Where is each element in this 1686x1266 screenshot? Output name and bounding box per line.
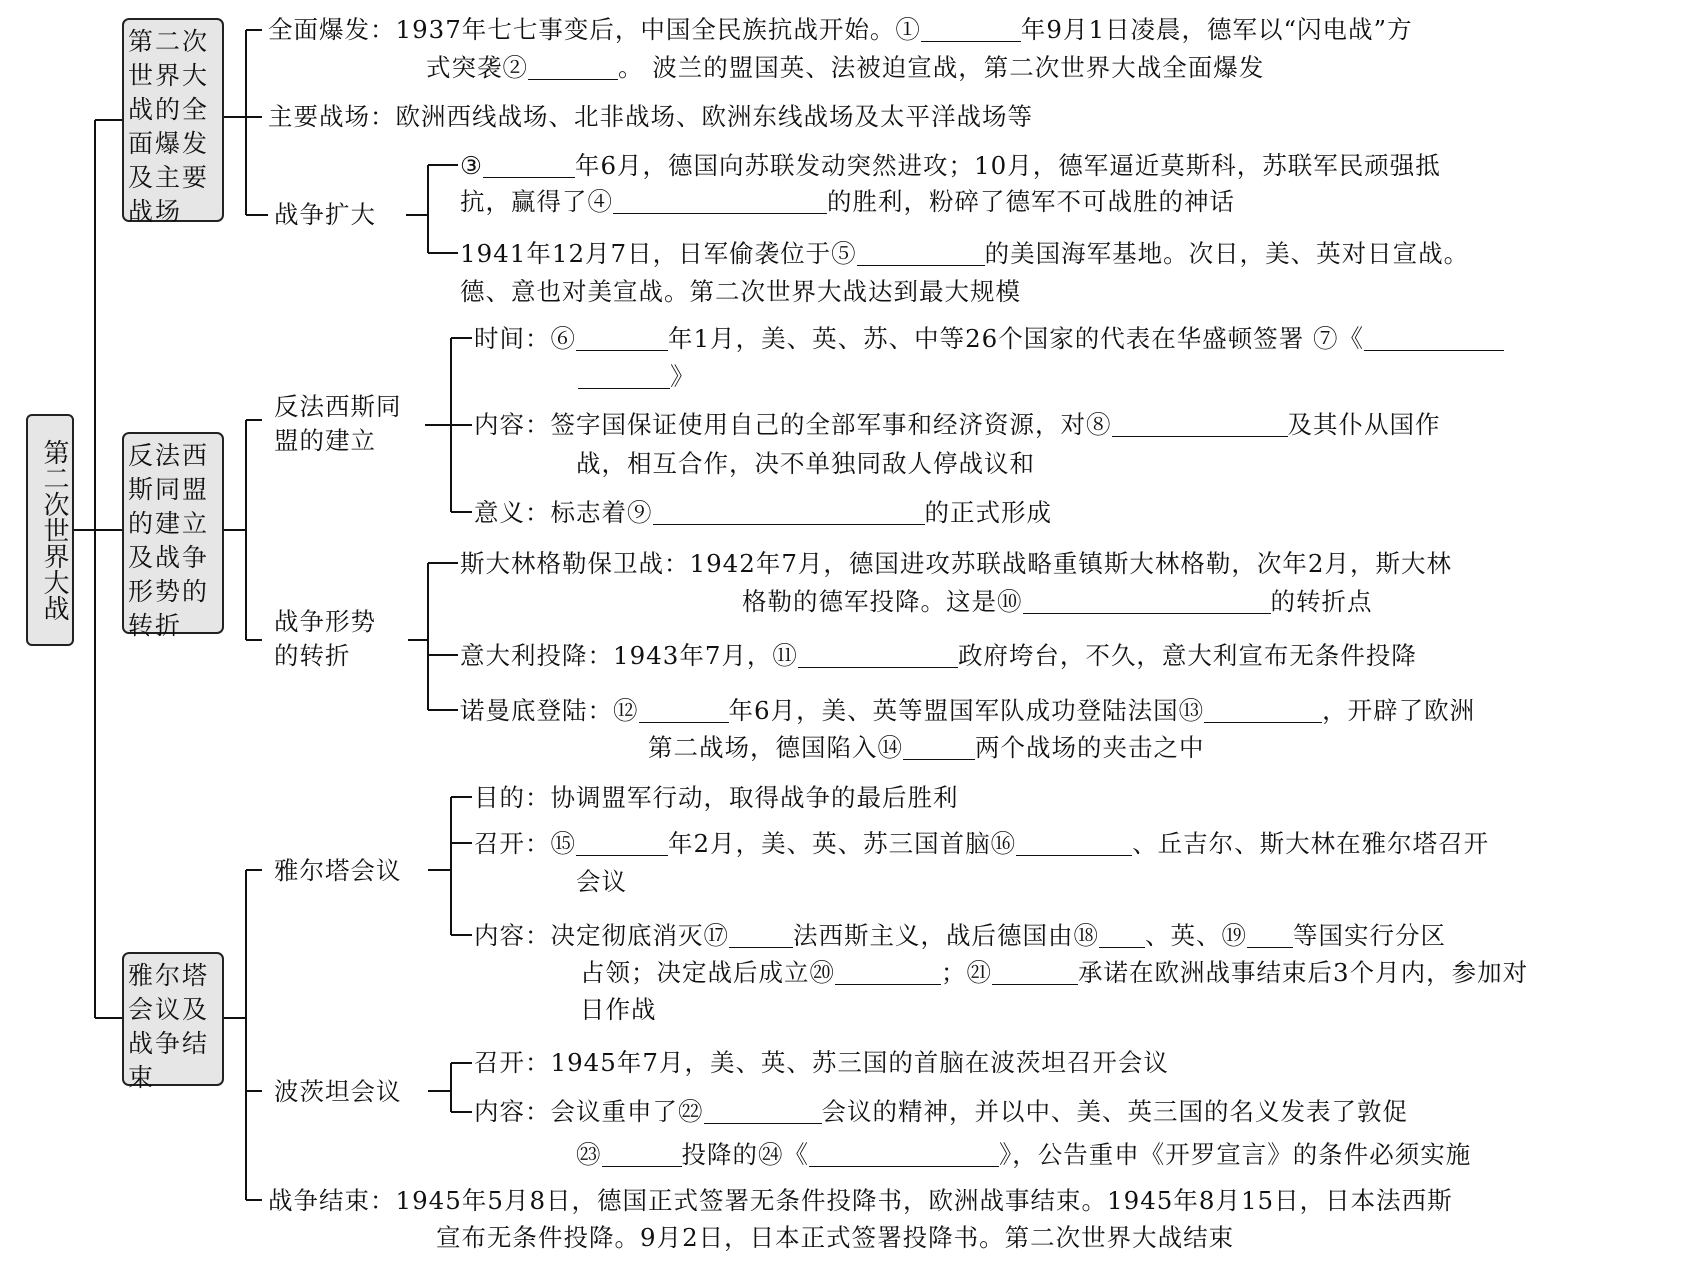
normandy-text: 第二战场，德国陷入⑭ xyxy=(648,733,903,762)
alliance-content-text: 战，相互合作，决不单独同敌人停战议和 xyxy=(576,449,1035,478)
expansion-text: 的胜利，粉碎了德军不可战胜的神话 xyxy=(827,187,1235,216)
yalta-content-text: 内容：决定彻底消灭⑰ xyxy=(474,921,729,950)
blank-6 xyxy=(576,323,668,351)
potsdam-label xyxy=(274,1076,402,1108)
potsdam-content-text: 会议的精神，并以中、美、英三国的名义发表了敦促 xyxy=(821,1097,1408,1126)
outbreak-line-2 xyxy=(426,52,1264,84)
blank-8 xyxy=(1112,409,1288,437)
alliance-label-text: 反法西斯同 xyxy=(274,392,402,421)
potsdam-convene-text: 召开：1945年7月，美、英、苏三国的首脑在波茨坦召开会议 xyxy=(474,1048,1169,1077)
expansion-text: ③ xyxy=(460,151,483,180)
yalta-label xyxy=(274,855,402,887)
yalta-convene-text: 召开：⑮ xyxy=(474,829,576,858)
potsdam-content-text: ㉓ xyxy=(576,1140,602,1169)
alliance-time-line-2 xyxy=(578,361,696,393)
alliance-content-text: 及其仆从国作 xyxy=(1287,410,1441,439)
blank-18 xyxy=(1099,920,1145,948)
section-node-yalta xyxy=(122,952,224,1092)
blank-5 xyxy=(857,238,985,266)
root-node xyxy=(26,414,74,646)
outbreak-text: 。 波兰的盟国英、法被迫宣战，第二次世界大战全面爆发 xyxy=(618,53,1265,82)
section-title: 反法西斯同盟的建立及战争形势的转折 xyxy=(128,441,210,640)
alliance-time-line-1 xyxy=(474,323,1504,355)
normandy-text: 诺曼底登陆：⑫ xyxy=(460,696,639,725)
yalta-content-line-1 xyxy=(474,920,1446,952)
alliance-content-text: 内容：签字国保证使用自己的全部军事和经济资源，对⑧ xyxy=(474,410,1112,439)
yalta-content-text: 日作战 xyxy=(580,995,657,1024)
pearl-text: 德、意也对美宣战。第二次世界大战达到最大规模 xyxy=(460,277,1021,306)
alliance-label-text: 盟的建立 xyxy=(274,426,376,455)
yalta-content-text: 法西斯主义，战后德国由⑱ xyxy=(793,921,1099,950)
yalta-purpose xyxy=(474,782,959,814)
yalta-content-text: ；㉑ xyxy=(941,958,992,987)
potsdam-content-text: 》，公告重申《开罗宣言》的条件必须实施 xyxy=(999,1140,1472,1169)
root-title: 第二次世界大战 xyxy=(39,439,69,621)
yalta-content-text: 承诺在欧洲战事结束后3个月内，参加对 xyxy=(1078,958,1529,987)
yalta-content-text: 、英、⑲ xyxy=(1145,921,1247,950)
main-fields xyxy=(268,101,1033,133)
blank-10 xyxy=(1023,586,1271,614)
normandy-line-2 xyxy=(648,732,1205,764)
outbreak-text: 年9月1日凌晨，德军以“闪电战”方 xyxy=(1020,15,1413,44)
normandy-text: 年6月，美、英等盟国军队成功登陆法国⑬ xyxy=(728,696,1205,725)
war-end-line-2 xyxy=(436,1222,1234,1254)
stalingrad-text: 格勒的德军投降。这是⑩ xyxy=(742,587,1023,616)
turning-label-text: 战争形势 xyxy=(274,607,376,636)
blank-17 xyxy=(729,920,793,948)
blank-21 xyxy=(992,957,1078,985)
blank-9 xyxy=(653,497,925,525)
section-title: 第二次世界大战的全面爆发及主要战场 xyxy=(128,27,210,226)
normandy-line-1 xyxy=(460,695,1475,727)
blank-12 xyxy=(639,695,729,723)
italy-surrender xyxy=(460,640,1417,672)
blank-7-cont xyxy=(578,361,670,389)
turning-label xyxy=(274,605,376,673)
yalta-purpose-text: 目的：协调盟军行动，取得战争的最后胜利 xyxy=(474,783,959,812)
potsdam-convene xyxy=(474,1047,1169,1079)
potsdam-content-text: 内容：会议重申了㉒ xyxy=(474,1097,704,1126)
expansion-1941-line-1 xyxy=(460,150,1441,182)
potsdam-content-line-1 xyxy=(474,1096,1408,1128)
section-title: 雅尔塔会议及战争结束 xyxy=(128,961,210,1092)
pearl-text: 1941年12月7日，日军偷袭位于⑤ xyxy=(460,239,857,268)
war-end-text: 宣布无条件投降。9月2日，日本正式签署投降书。第二次世界大战结束 xyxy=(436,1223,1235,1252)
blank-24 xyxy=(809,1139,999,1167)
blank-22 xyxy=(704,1096,822,1124)
yalta-convene-text: 会议 xyxy=(576,867,627,896)
outbreak-text: 全面爆发：1937年七七事变后，中国全民族抗战开始。① xyxy=(268,15,921,44)
normandy-text: ，开辟了欧洲 xyxy=(1322,696,1476,725)
blank-7 xyxy=(1364,323,1504,351)
yalta-content-line-2 xyxy=(580,957,1528,989)
yalta-content-text: 等国实行分区 xyxy=(1293,921,1446,950)
turning-label-text: 的转折 xyxy=(274,641,351,670)
blank-4 xyxy=(613,186,827,214)
yalta-label-text: 雅尔塔会议 xyxy=(274,856,402,885)
potsdam-content-line-2 xyxy=(576,1139,1471,1171)
alliance-time-text: 》 xyxy=(670,362,696,391)
stalingrad-text: 的转折点 xyxy=(1270,587,1373,616)
normandy-text: 两个战场的夹击之中 xyxy=(975,733,1205,762)
yalta-content-line-3 xyxy=(580,994,657,1026)
outbreak-line-1 xyxy=(268,14,1413,46)
expansion-text: 抗，赢得了④ xyxy=(460,187,613,216)
blank-2 xyxy=(528,52,618,80)
yalta-convene-text: 年2月，美、英、苏三国首脑⑯ xyxy=(668,829,1017,858)
expansion-text: 年6月，德国向苏联发动突然进攻；10月，德军逼近莫斯科，苏联军民顽强抵 xyxy=(574,151,1441,180)
yalta-content-text: 占领；决定战后成立⑳ xyxy=(580,958,835,987)
pearl-text: 的美国海军基地。次日，美、英对日宣战。 xyxy=(984,239,1470,268)
yalta-convene-line-2 xyxy=(576,866,627,898)
blank-14 xyxy=(903,732,975,760)
alliance-time-text: 时间：⑥ xyxy=(474,324,576,353)
alliance-label xyxy=(274,390,402,458)
outbreak-text: 式突袭② xyxy=(426,53,528,82)
section-node-outbreak xyxy=(122,18,224,226)
blank-16 xyxy=(1016,828,1132,856)
blank-13 xyxy=(1204,695,1322,723)
yalta-convene-text: 、丘吉尔、斯大林在雅尔塔召开 xyxy=(1132,829,1490,858)
potsdam-content-text: 投降的㉔《 xyxy=(681,1140,809,1169)
alliance-content-line-2 xyxy=(576,448,1035,480)
war-expansion-label xyxy=(274,199,376,231)
blank-20 xyxy=(835,957,941,985)
alliance-content-line-1 xyxy=(474,409,1441,441)
alliance-time-text: 年1月，美、英、苏、中等26个国家的代表在华盛顿签署 ⑦《 xyxy=(668,324,1365,353)
blank-19 xyxy=(1247,920,1293,948)
section-node-alliance xyxy=(122,432,224,640)
alliance-meaning-text: 的正式形成 xyxy=(924,498,1052,527)
blank-23 xyxy=(602,1139,682,1167)
main-fields-text: 主要战场：欧洲西线战场、北非战场、欧洲东线战场及太平洋战场等 xyxy=(268,102,1033,131)
expansion-1941-line-2 xyxy=(460,186,1235,218)
pearl-line-1 xyxy=(460,238,1469,270)
stalingrad-line-2 xyxy=(742,586,1373,618)
war-end-text: 战争结束：1945年5月8日，德国正式签署无条件投降书，欧洲战事结束。1945年8月15日，日本法西斯 xyxy=(268,1186,1453,1215)
italy-text: 政府垮台，不久，意大利宣布无条件投降 xyxy=(957,641,1417,670)
yalta-convene-line-1 xyxy=(474,828,1489,860)
blank-3 xyxy=(483,150,575,178)
stalingrad-text: 斯大林格勒保卫战：1942年7月，德国进攻苏联战略重镇斯大林格勒，次年2月，斯大林 xyxy=(460,549,1453,578)
blank-11 xyxy=(798,640,958,668)
pearl-line-2 xyxy=(460,276,1021,308)
alliance-meaning xyxy=(474,497,1052,529)
stalingrad-line-1 xyxy=(460,548,1452,580)
alliance-meaning-text: 意义：标志着⑨ xyxy=(474,498,653,527)
blank-15 xyxy=(576,828,668,856)
war-end-line-1 xyxy=(268,1185,1453,1217)
war-expansion-text: 战争扩大 xyxy=(274,200,376,229)
italy-text: 意大利投降：1943年7月，⑪ xyxy=(460,641,798,670)
potsdam-label-text: 波茨坦会议 xyxy=(274,1077,402,1106)
blank-1 xyxy=(921,14,1021,42)
